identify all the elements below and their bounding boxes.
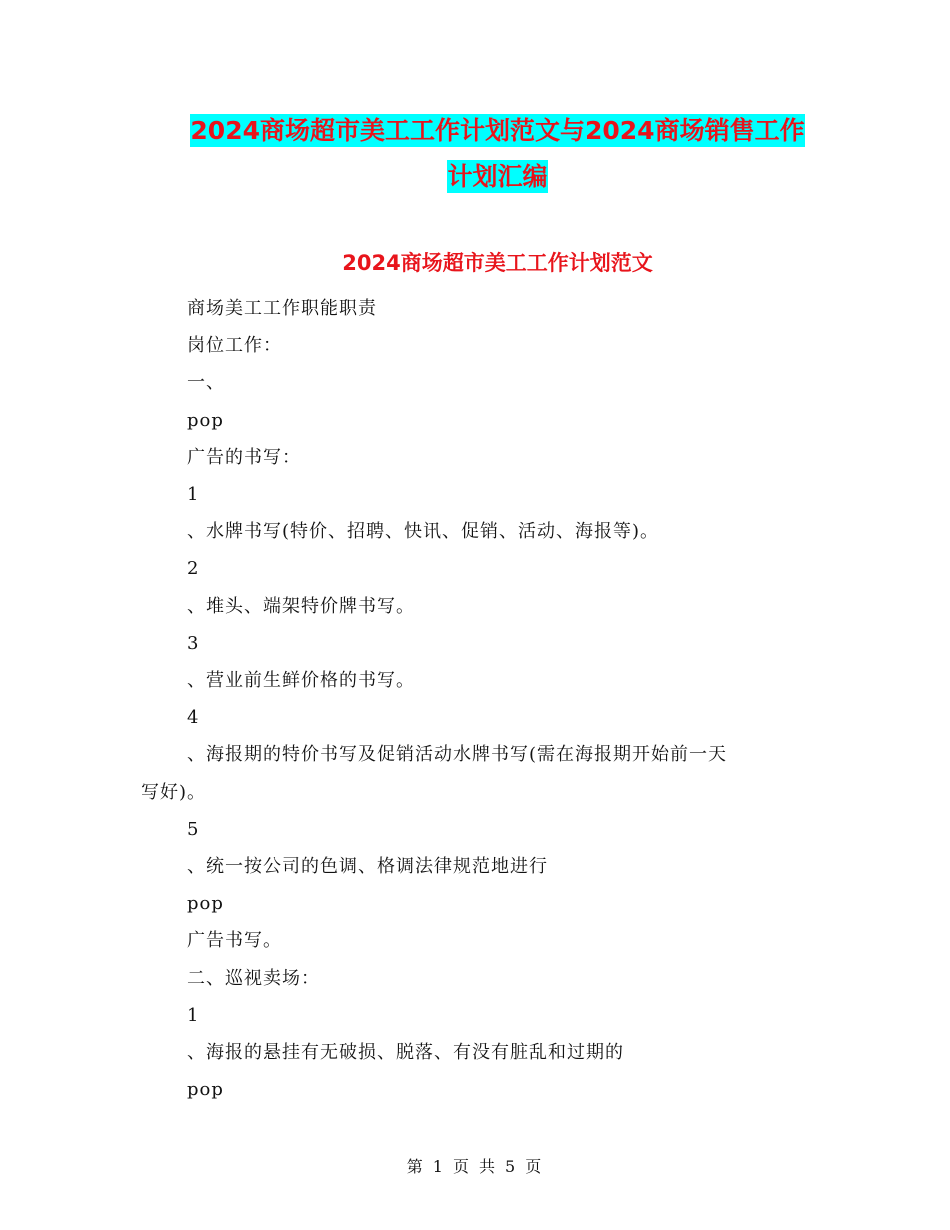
footer-page-total: 5	[505, 1157, 518, 1176]
body-line: 广告书写。	[187, 930, 282, 952]
body-line: pop	[187, 893, 224, 915]
body-line: 商场美工工作职能职责	[187, 298, 377, 319]
document-title-line2: 计划汇编	[447, 162, 548, 191]
body-line: 1	[187, 484, 200, 506]
body-line: 广告的书写：	[187, 446, 301, 468]
body-line: 5	[187, 818, 200, 840]
section-title: 2024商场超市美工工作计划范文	[342, 251, 653, 275]
document-body	[141, 290, 811, 1108]
footer-total-prefix: 共	[479, 1157, 498, 1176]
page-footer	[0, 1154, 950, 1177]
body-line: pop	[187, 1079, 224, 1101]
footer-page-prefix: 第	[406, 1157, 425, 1176]
body-line: 4	[187, 707, 200, 729]
body-line: 、堆头、端架特价牌书写。	[187, 595, 415, 617]
document-title	[140, 108, 855, 200]
body-line: 岗位工作：	[187, 335, 282, 357]
body-line: 、海报的悬挂有无破损、脱落、有没有脏乱和过期的	[187, 1042, 624, 1064]
footer-page-current: 1	[432, 1157, 445, 1176]
footer-page-suffix: 页	[525, 1157, 544, 1176]
body-line: 2	[187, 558, 200, 580]
body-line: 、营业前生鲜价格的书写。	[187, 670, 415, 692]
document-title-line1: 2024商场超市美工工作计划范文与2024商场销售工作	[190, 116, 805, 145]
body-line: 3	[187, 632, 200, 654]
body-line: 一、	[187, 372, 225, 394]
footer-page-mid: 页	[452, 1157, 471, 1176]
body-line-wrap-first: 、海报期的特价书写及促销活动水牌书写(需在海报期开始前一天	[187, 744, 728, 766]
body-line: 二、巡视卖场：	[187, 967, 320, 989]
body-line-wrap-continuation: 写好)。	[141, 781, 207, 803]
body-line: 、水牌书写(特价、招聘、快讯、促销、活动、海报等)。	[187, 521, 660, 543]
body-line: 、统一按公司的色调、格调法律规范地进行	[187, 856, 548, 878]
body-line: 1	[187, 1004, 200, 1026]
body-line: pop	[187, 409, 224, 431]
